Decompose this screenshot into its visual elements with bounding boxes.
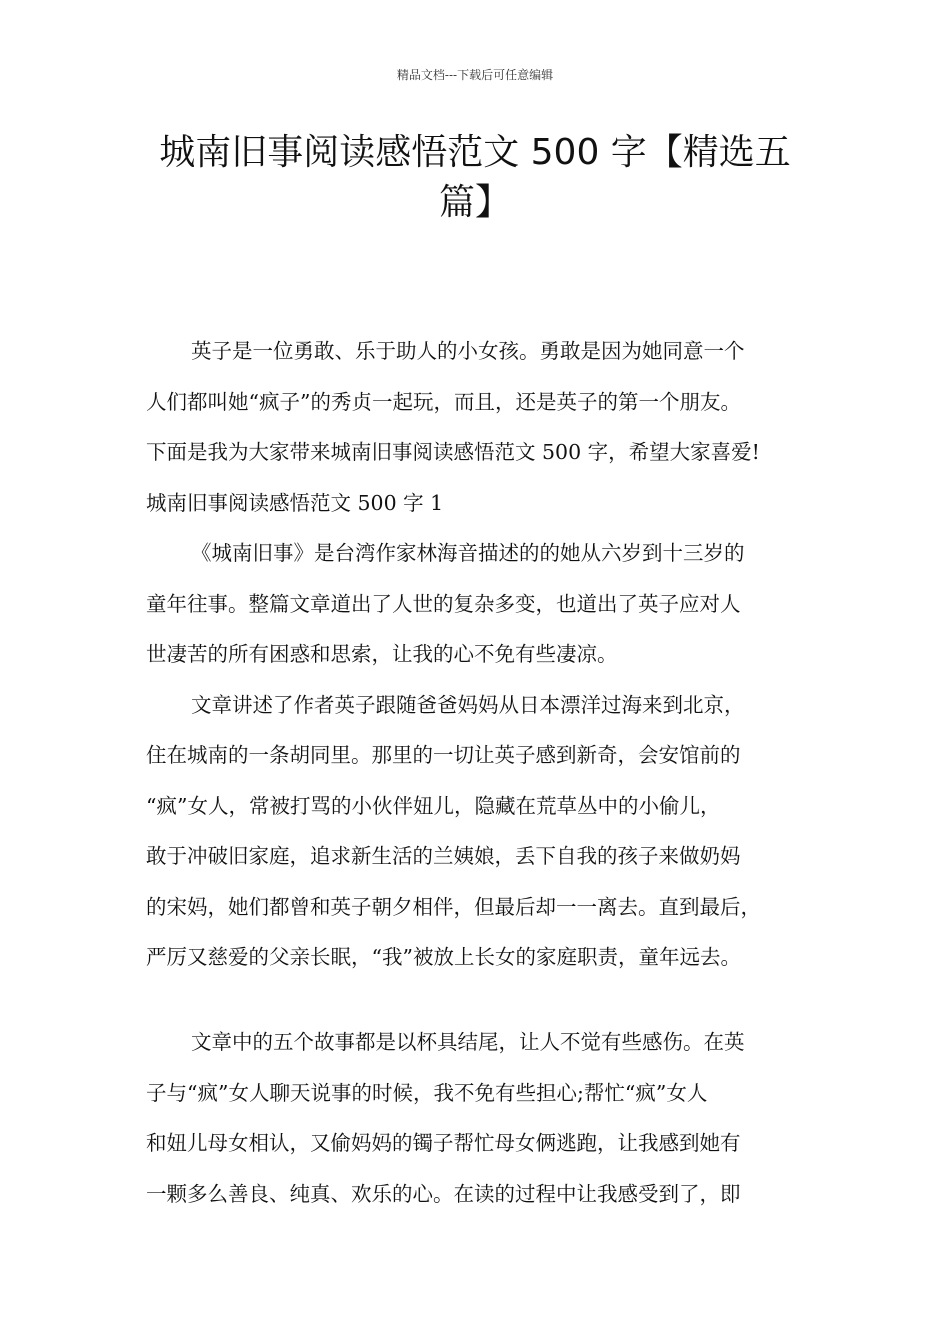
paragraph-line: 世凄苦的所有困惑和思索，让我的心不免有些凄凉。 bbox=[146, 642, 618, 666]
document-title bbox=[130, 128, 820, 228]
paragraph-line: 住在城南的一条胡同里。那里的一切让英子感到新奇，会安馆前的 bbox=[146, 743, 741, 767]
paragraph-line: 下面是我为大家带来城南旧事阅读感悟范文 500 字，希望大家喜爱! bbox=[146, 440, 760, 464]
paragraph-line: 人们都叫她“疯子”的秀贞一起玩，而且，还是英子的第一个朋友。 bbox=[146, 389, 741, 414]
paragraph-line: 《城南旧事》是台湾作家林海音描述的的她从六岁到十三岁的 bbox=[191, 541, 745, 565]
paragraph-line: “疯”女人，常被打骂的小伙伴妞儿，隐藏在荒草丛中的小偷儿， bbox=[146, 793, 721, 818]
page-header-note: 精品文档---下载后可任意编辑 bbox=[396, 68, 554, 82]
paragraph-line: 英子是一位勇敢、乐于助人的小女孩。勇敢是因为她同意一个 bbox=[191, 339, 745, 363]
title-line-1: 城南旧事阅读感悟范文 500 字【精选五 bbox=[159, 132, 791, 173]
paragraph-line: 的宋妈，她们都曾和英子朝夕相伴，但最后却一一离去。直到最后， bbox=[146, 894, 761, 919]
title-line-2: 篇】 bbox=[438, 182, 511, 223]
paragraph-line: 文章中的五个故事都是以杯具结尾，让人不觉有些感伤。在英 bbox=[191, 1030, 745, 1054]
paragraph-line: 严厉又慈爱的父亲长眠，“我”被放上长女的家庭职责，童年远去。 bbox=[146, 945, 741, 969]
section-heading: 城南旧事阅读感悟范文 500 字 1 bbox=[146, 490, 444, 515]
paragraph-line: 敢于冲破旧家庭，追求新生活的兰姨娘，丢下自我的孩子来做奶妈 bbox=[146, 844, 741, 868]
paragraph-line: 文章讲述了作者英子跟随爸爸妈妈从日本漂洋过海来到北京， bbox=[191, 692, 745, 717]
paragraph-line: 童年往事。整篇文章道出了人世的复杂多变，也道出了英子应对人 bbox=[146, 591, 741, 616]
article-body-block-2 bbox=[146, 1017, 826, 1219]
paragraph-line: 和妞儿母女相认，又偷妈妈的镯子帮忙母女俩逃跑，让我感到她有 bbox=[146, 1131, 741, 1155]
article-body-block-1 bbox=[146, 326, 826, 983]
paragraph-line: 子与“疯”女人聊天说事的时候，我不免有些担心;帮忙“疯”女人 bbox=[146, 1080, 708, 1105]
paragraph-line: 一颗多么善良、纯真、欢乐的心。在读的过程中让我感受到了，即 bbox=[146, 1181, 741, 1206]
